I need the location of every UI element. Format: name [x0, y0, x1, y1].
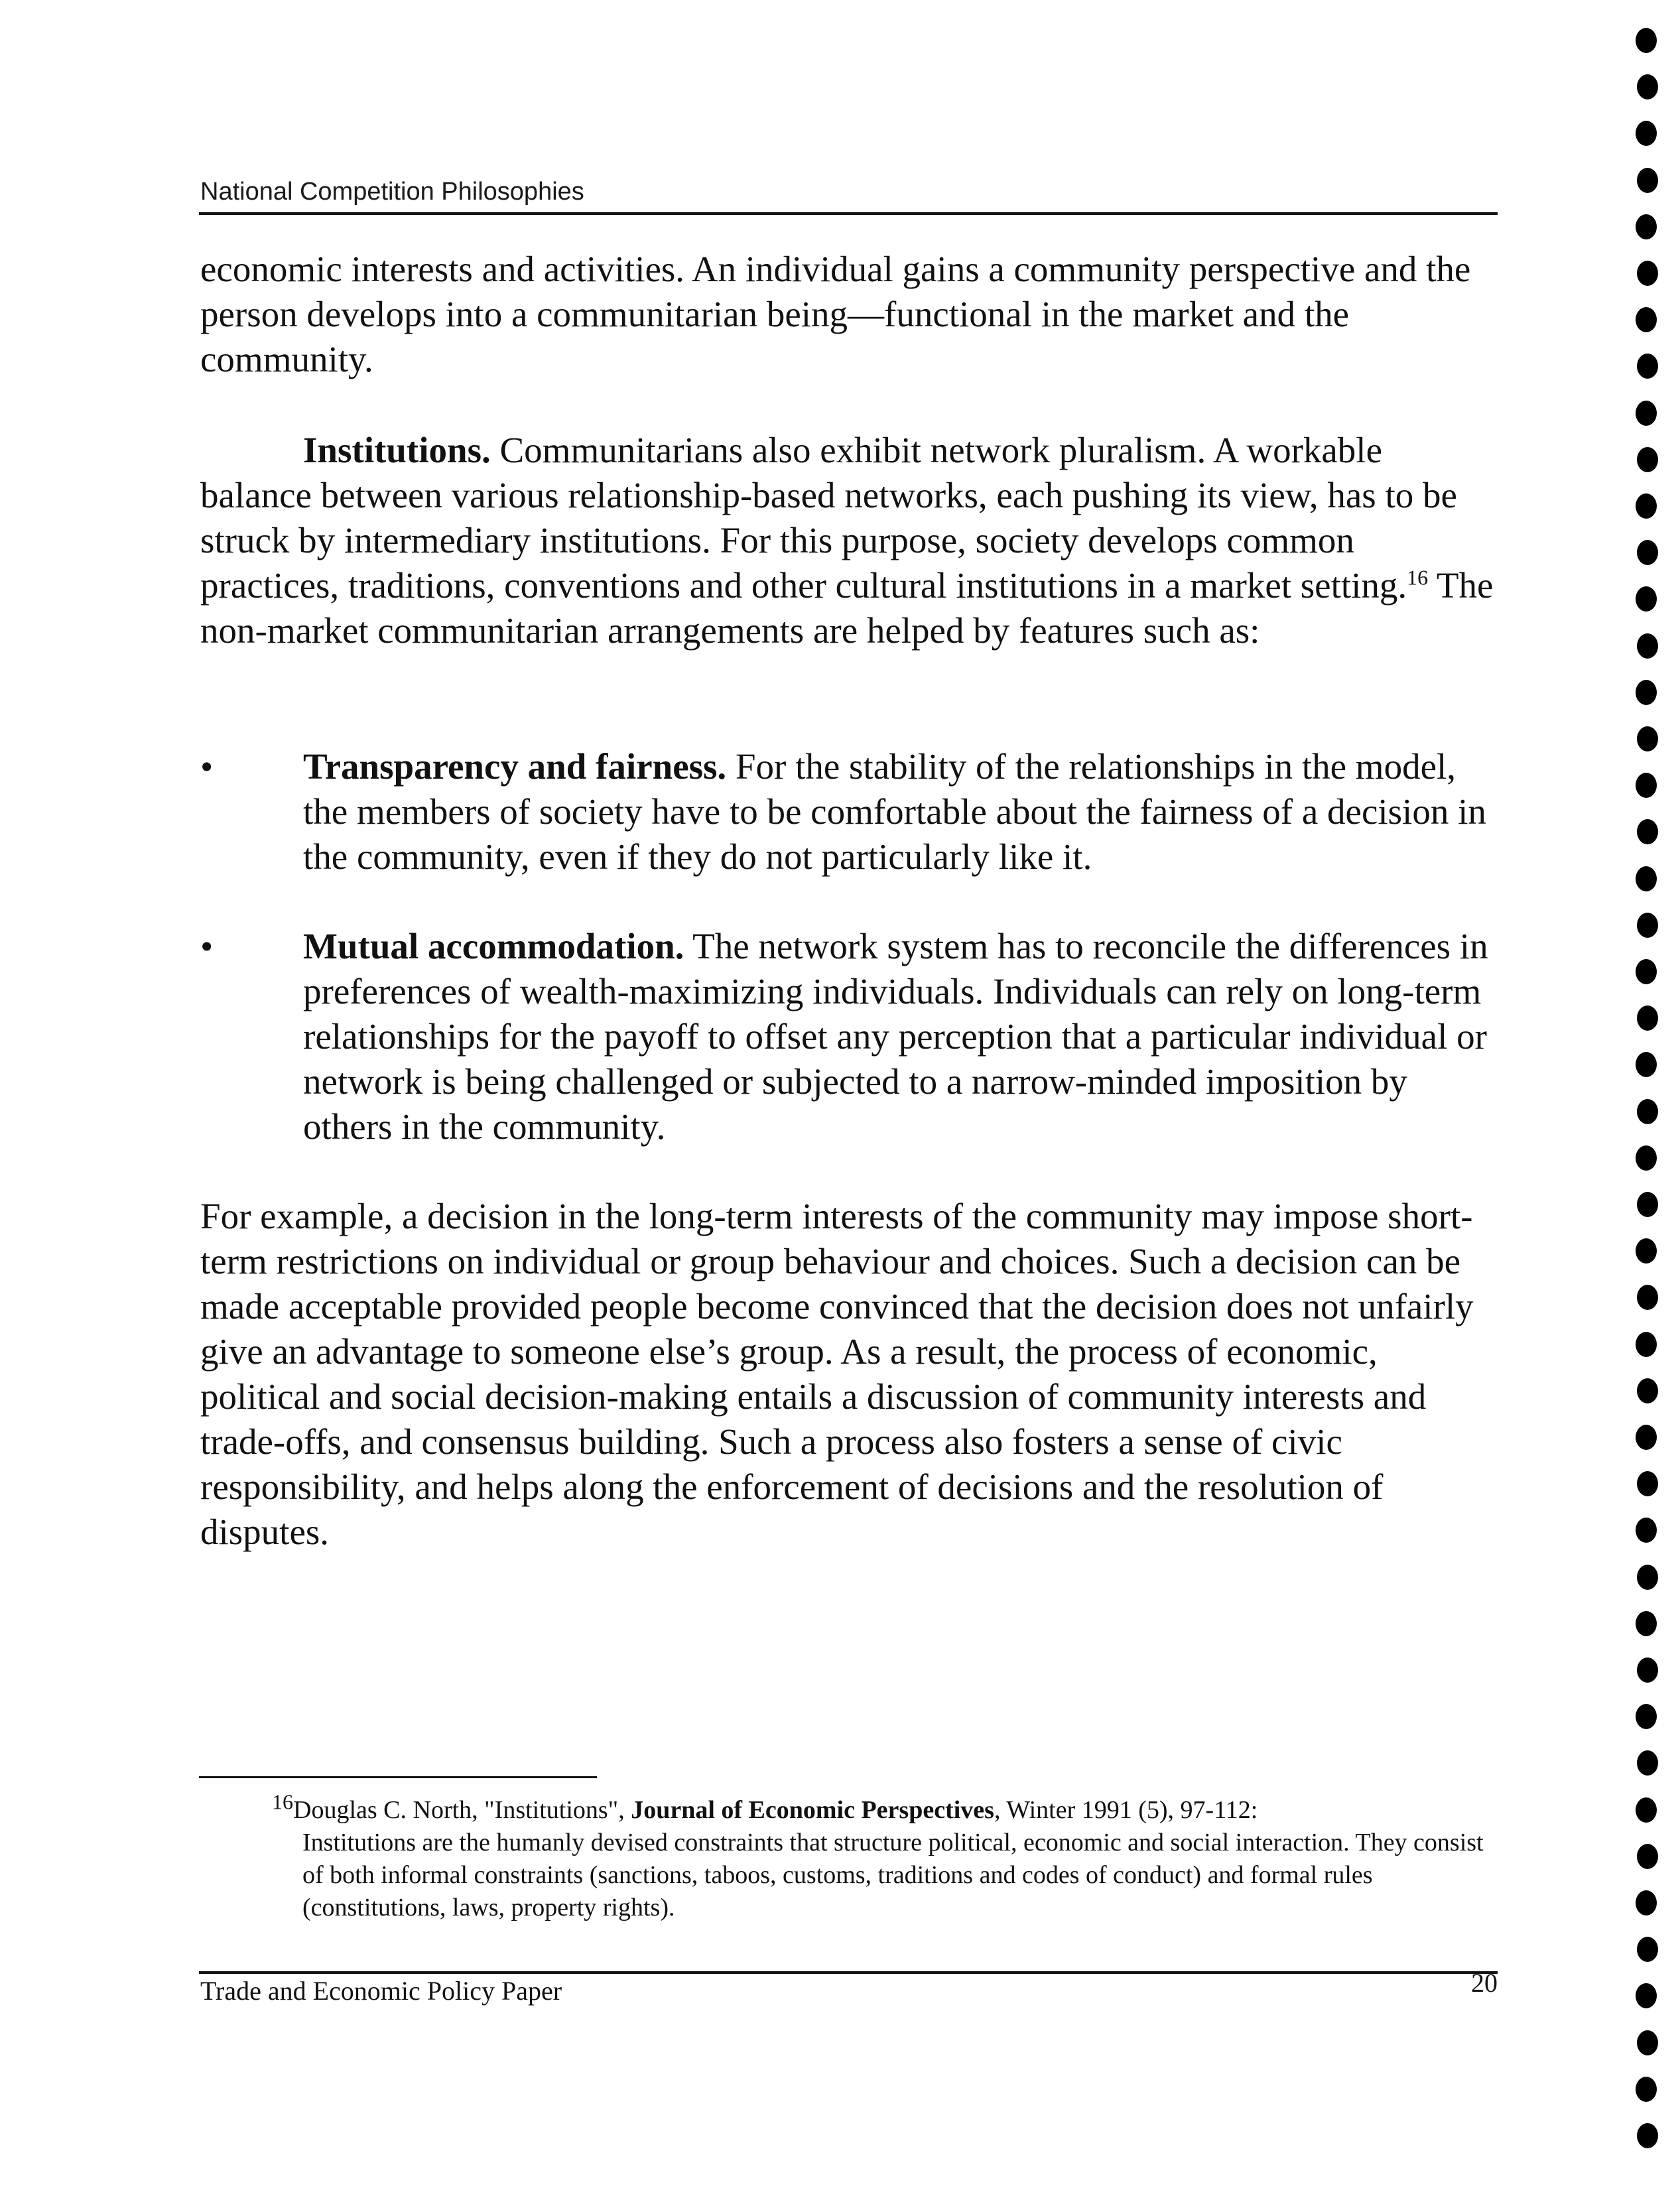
header-rule	[199, 212, 1498, 215]
bullet-body	[303, 744, 1500, 879]
binding-hole-icon	[1637, 1844, 1658, 1869]
binding-hole-icon	[1636, 1145, 1657, 1171]
bullet-text: For the stability of the relationships in the model, the members of society have to be comfortable about the fairness of a decision in the community, even if they do not particularly like it.	[303, 746, 1486, 877]
institutions-text-a: Communitarians also exhibit network pluralism. A workable balance between various relationship-based networks, each pushing its view, has to be struck by intermediary institutions. For this purpose, society develops common practices, traditions, conventions and other cultural institutions in a market setting.	[200, 430, 1457, 606]
binding-hole-icon	[1637, 726, 1658, 751]
binding-hole-icon	[1636, 866, 1657, 891]
footnote-citation	[272, 1789, 1492, 1827]
binding-hole-icon	[1637, 168, 1658, 193]
binding-hole-icon	[1637, 1378, 1658, 1403]
institutions-text-b: The non-market communitarian arrangements are helped by features such as:	[200, 565, 1494, 651]
footnote-citation-details: , Winter 1991 (5), 97-112:	[994, 1796, 1258, 1824]
binding-hole-icon	[1636, 1332, 1657, 1357]
binding-hole-icon	[1636, 1890, 1657, 1916]
paragraph-institutions	[200, 428, 1500, 653]
binding-hole-icon	[1637, 261, 1658, 286]
binding-hole-icon	[1637, 913, 1658, 938]
bullet-text: The network system has to reconcile the differences in preferences of wealth-maximizing individuals. Individuals can rely on long-term relationships for the payoff to offset any perception that a particular individual or network is being challenged or subjected to a narrow-minded imposition by others in the community.	[303, 926, 1488, 1147]
page-number: 20	[1471, 1968, 1498, 1998]
binding-hole-icon	[1636, 1704, 1657, 1729]
binding-hole-icon	[1636, 586, 1657, 612]
footnote-journal: Journal of Economic Perspectives	[631, 1796, 994, 1824]
binding-hole-icon	[1637, 1192, 1658, 1217]
binding-hole-icon	[1637, 1937, 1658, 1962]
binding-hole-icon	[1636, 121, 1657, 146]
binding-hole-icon	[1637, 1099, 1658, 1124]
binding-hole-icon	[1637, 819, 1658, 844]
footnote-author: Douglas C. North, "Institutions",	[293, 1796, 631, 1824]
bullet-icon: •	[200, 926, 214, 966]
running-header: National Competition Philosophies	[200, 178, 584, 206]
binding-hole-icon	[1636, 28, 1657, 53]
binding-hole-icon	[1636, 493, 1657, 519]
paragraph-continuation: economic interests and activities. An individual gains a community perspective and the person develops into a communitarian being—functional in the market and the community.	[200, 249, 1471, 379]
bullet-heading: Transparency and fairness.	[303, 746, 727, 787]
binding-hole-icon	[1637, 354, 1658, 379]
footnote-body: Institutions are the humanly devised constraints that structure political, economic and social interaction. They consist of both informal constraints (sanctions, taboos, customs, traditions and codes of conduct) and formal rules (constitutions, laws, property rights).	[302, 1829, 1484, 1921]
binding-hole-icon	[1636, 773, 1657, 798]
paragraph-example: For example, a decision in the long-term interests of the community may impose short-term restrictions on individual or group behaviour and choices. Such a decision can be made acceptable provided people become convinced that the decision does not unfairly give an advantage to someone else’s group. As a result, the process of economic, political and social decision-making entails a discussion of community interests and trade-offs, and consensus building. Such a process also fosters a sense of civic responsibility, and helps along the enforcement of decisions and the resolution of disputes.	[200, 1196, 1474, 1552]
binding-hole-icon	[1637, 540, 1658, 565]
binding-holes	[1636, 0, 1662, 2208]
bullet-heading: Mutual accommodation.	[303, 926, 684, 966]
binding-hole-icon	[1636, 1797, 1657, 1823]
binding-hole-icon	[1636, 1238, 1657, 1264]
bullet-body	[303, 924, 1500, 1149]
footnote-rule	[199, 1776, 597, 1778]
binding-hole-icon	[1636, 401, 1657, 426]
binding-hole-icon	[1637, 1657, 1658, 1683]
binding-hole-icon	[1636, 307, 1657, 332]
binding-hole-icon	[1637, 2030, 1658, 2055]
institutions-heading: Institutions.	[303, 430, 491, 470]
binding-hole-icon	[1636, 1983, 1657, 2008]
binding-hole-icon	[1636, 1518, 1657, 1543]
binding-hole-icon	[1637, 633, 1658, 659]
footnote-number: 16	[272, 1789, 293, 1814]
binding-hole-icon	[1637, 447, 1658, 472]
footnote	[272, 1789, 1492, 1924]
binding-hole-icon	[1636, 959, 1657, 984]
bullet-icon: •	[200, 746, 214, 787]
binding-hole-icon	[1637, 1285, 1658, 1310]
binding-hole-icon	[1637, 1750, 1658, 1776]
binding-hole-icon	[1636, 214, 1657, 239]
binding-hole-icon	[1636, 1425, 1657, 1450]
binding-hole-icon	[1637, 1565, 1658, 1590]
binding-hole-icon	[1636, 680, 1657, 705]
footnote-ref: 16	[1407, 565, 1429, 590]
binding-hole-icon	[1637, 74, 1658, 99]
footer-rule	[199, 1971, 1498, 1974]
binding-hole-icon	[1636, 1052, 1657, 1077]
binding-hole-icon	[1637, 2123, 1658, 2148]
binding-hole-icon	[1636, 1611, 1657, 1636]
binding-hole-icon	[1636, 2077, 1657, 2102]
binding-hole-icon	[1637, 1471, 1658, 1496]
footer-title: Trade and Economic Policy Paper	[200, 1976, 562, 2006]
binding-hole-icon	[1637, 1006, 1658, 1031]
